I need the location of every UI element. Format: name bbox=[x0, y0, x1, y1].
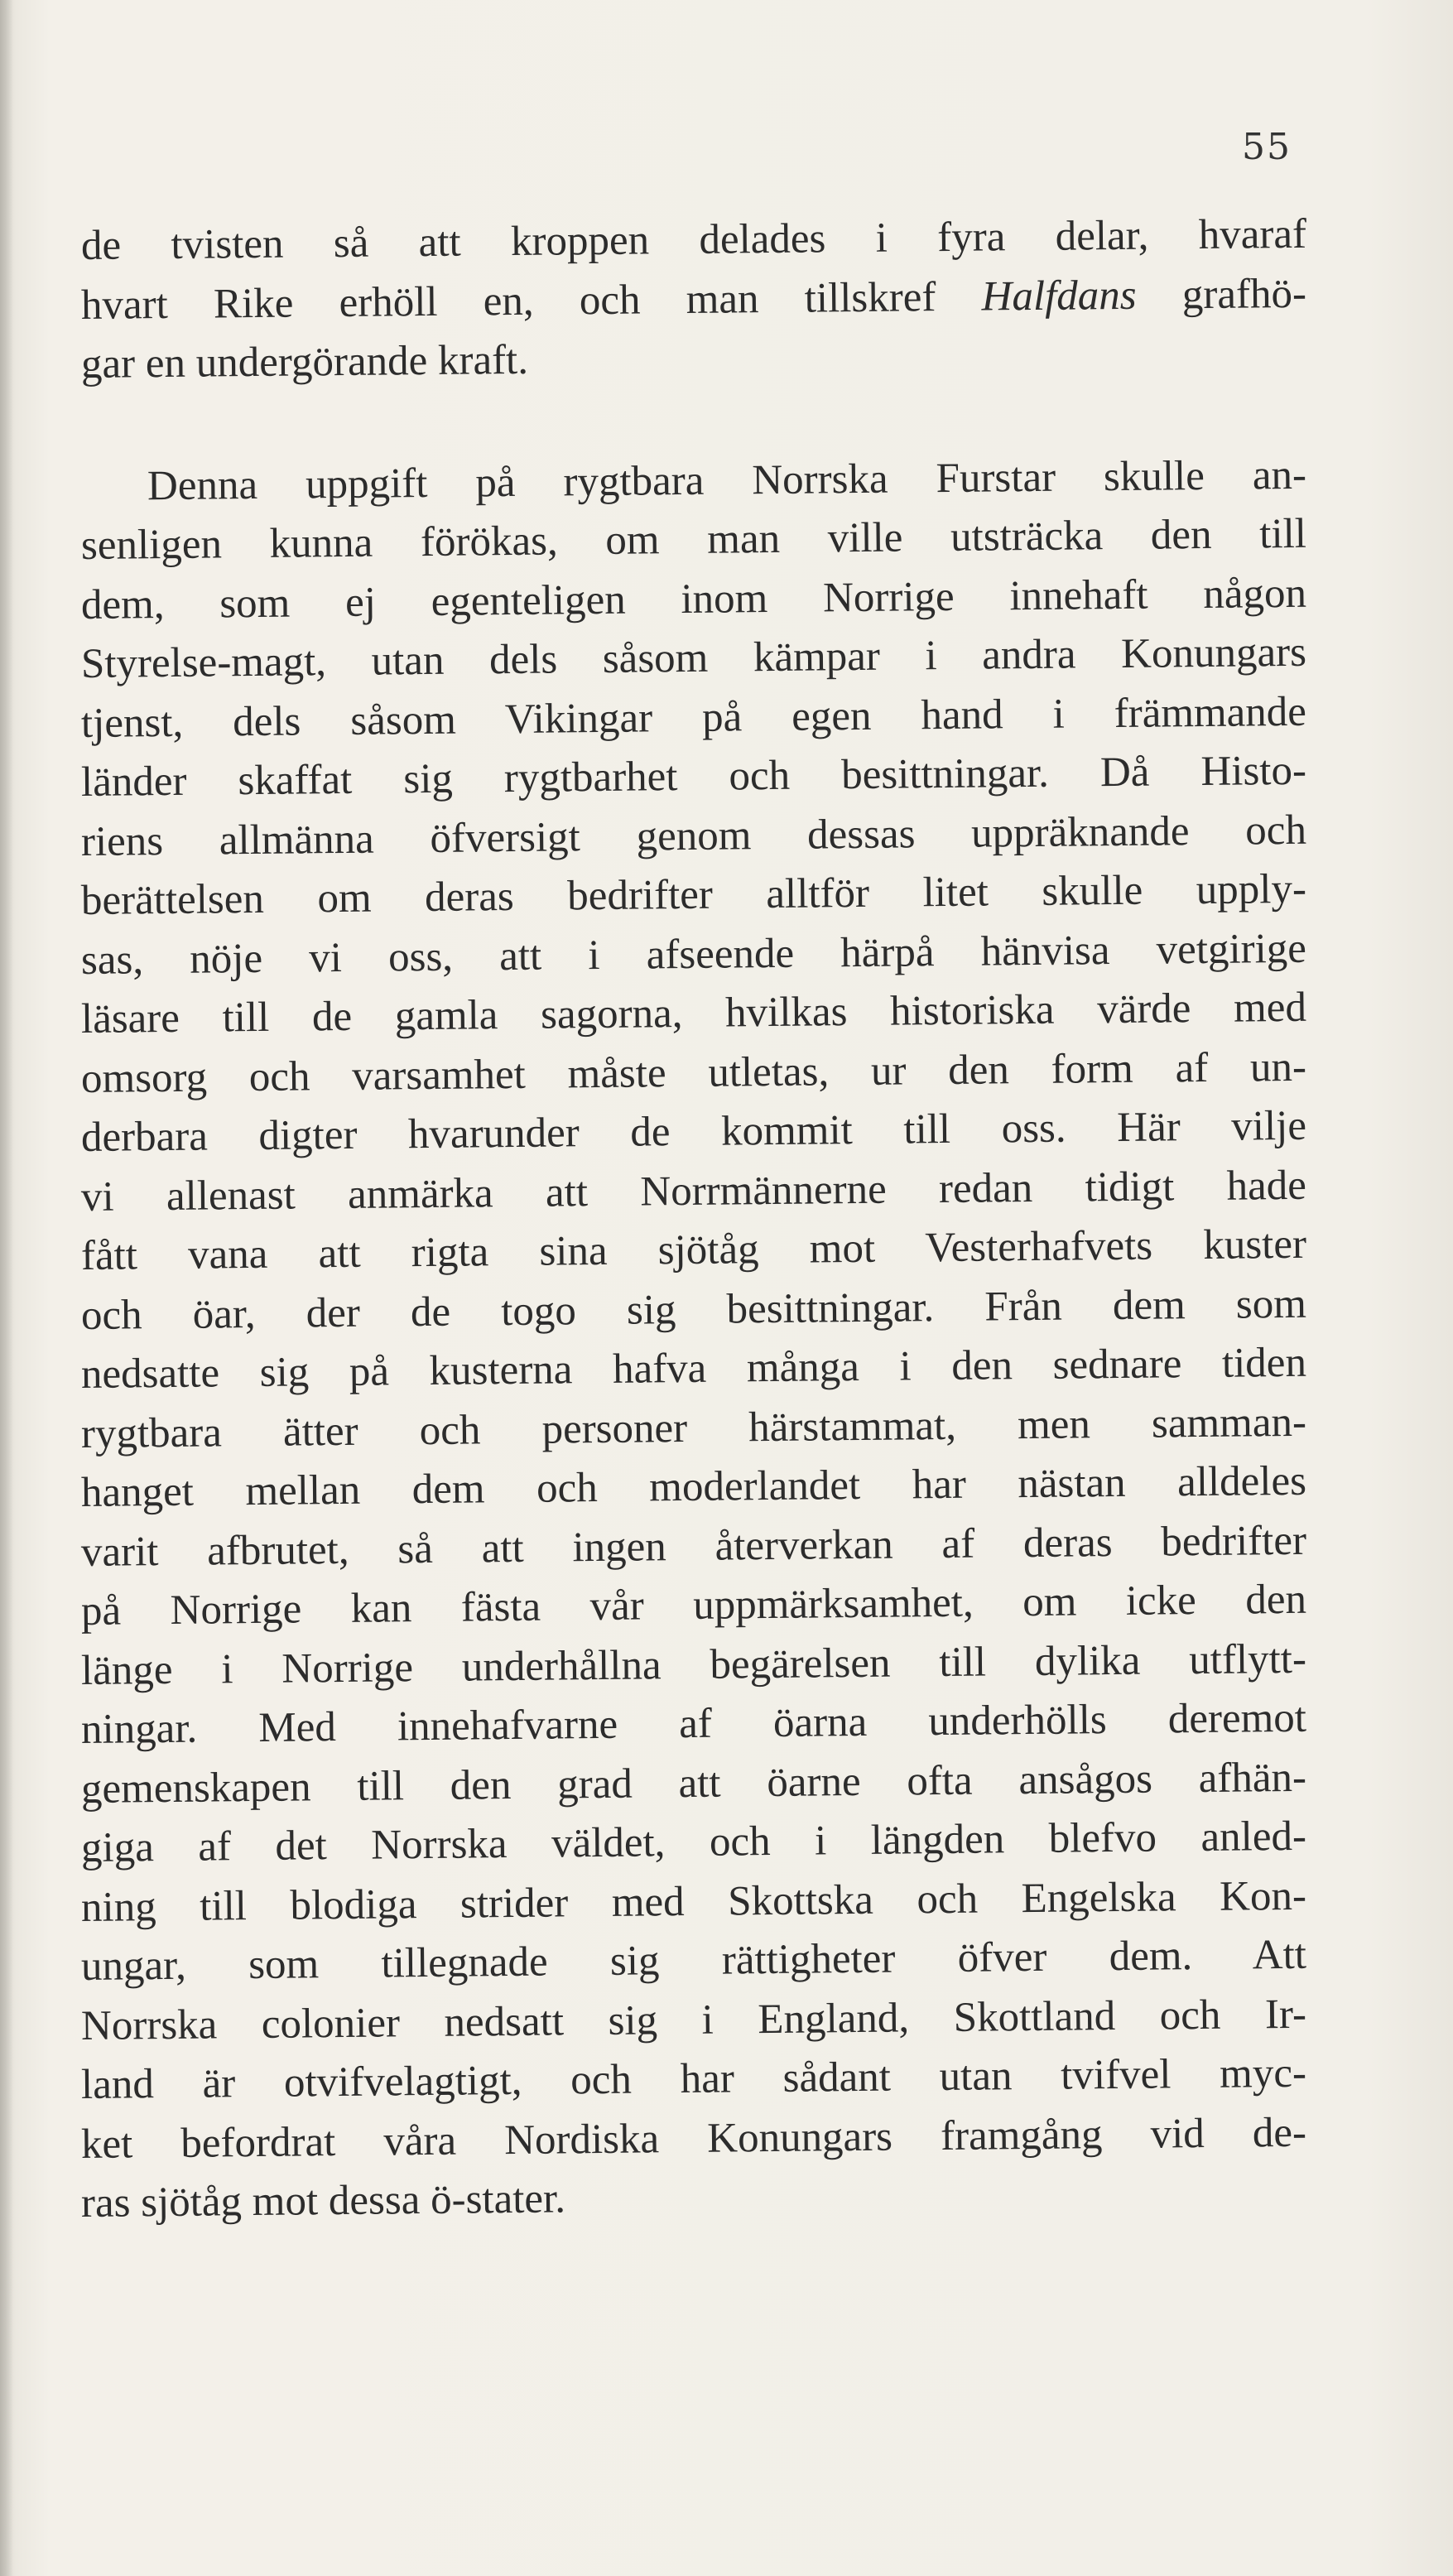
text-line: rygtbara ätter och personer härstammat, men samman- bbox=[80, 1399, 1307, 1457]
text-line: fått vana att rigta sina sjötåg mot Vesterhafvets kuster bbox=[80, 1221, 1307, 1279]
paragraph-1 bbox=[80, 210, 1307, 395]
text-line: på Norrige kan fästa vår uppmärksamhet, om icke den bbox=[80, 1576, 1307, 1635]
text-line: land är otvifvelagtigt, och har sådant utan tvifvel myc- bbox=[80, 2049, 1307, 2108]
text-line: giga af det Norrska väldet, och i längden blefvo anled- bbox=[80, 1813, 1307, 1871]
text-line: Styrelse-magt, utan dels såsom kämpar i andra Konungars bbox=[80, 628, 1307, 687]
binding-gutter-shadow bbox=[0, 0, 13, 2576]
text-line: varit afbrutet, så att ingen återverkan af deras bedrifter bbox=[80, 1517, 1307, 1576]
text-line: gemenskapen till den grad att öarne ofta ansågos afhän- bbox=[80, 1754, 1307, 1813]
text-line: derbara digter hvarunder de kommit till oss. Här vilje bbox=[80, 1102, 1307, 1161]
text-line: tjenst, dels såsom Vikingar på egen hand i främmande bbox=[80, 688, 1307, 747]
text-line: senligen kunna förökas, om man ville utsträcka den till bbox=[80, 510, 1307, 569]
page-number: 55 bbox=[1242, 126, 1292, 168]
text-line: länder skaffat sig rygtbarhet och besittningar. Då Histo- bbox=[80, 747, 1307, 806]
italic-name: Halfdans bbox=[981, 272, 1137, 320]
body-text bbox=[80, 210, 1307, 2234]
text-line: ket befordrat våra Nordiska Konungars framgång vid de- bbox=[80, 2109, 1307, 2168]
text-line: länge i Norrige underhållna begärelsen till dylika utflytt- bbox=[80, 1635, 1307, 1694]
text-line: läsare till de gamla sagorna, hvilkas historiska värde med bbox=[80, 984, 1307, 1042]
text-line: sas, nöje vi oss, att i afseende härpå hänvisa vetgirige bbox=[80, 925, 1307, 984]
text-line: hanget mellan dem och moderlandet har nästan alldeles bbox=[80, 1457, 1307, 1516]
text-line: ning till blodiga strider med Skottska och Engelska Kon- bbox=[80, 1872, 1307, 1931]
text-line: omsorg och varsamhet måste utletas, ur den form af un- bbox=[80, 1043, 1307, 1102]
text-line: riens allmänna öfversigt genom dessas uppräknande och bbox=[80, 807, 1307, 865]
text-line: ungar, som tillegnade sig rättigheter öfver dem. Att bbox=[80, 1931, 1307, 1990]
text-line: nedsatte sig på kusterna hafva många i den sednare tiden bbox=[80, 1339, 1307, 1398]
text-line: dem, som ej egenteligen inom Norrige innehaft någon bbox=[80, 570, 1307, 628]
text-line: ningar. Med innehafvarne af öarna underhölls deremot bbox=[80, 1694, 1307, 1753]
text-line: ras sjötåg mot dessa ö-stater. bbox=[80, 2175, 566, 2227]
text-line: Norrska colonier nedsatt sig i England, Skottland och Ir- bbox=[80, 1991, 1307, 2049]
text-line: och öar, der de togo sig besittningar. Från dem som bbox=[80, 1280, 1307, 1339]
text-line: de tvisten så att kroppen delades i fyra delar, hvaraf bbox=[80, 210, 1307, 269]
text-line: gar en undergörande kraft. bbox=[80, 336, 529, 388]
text-line: Denna uppgift på rygtbara Norrska Furstar skulle an- bbox=[147, 451, 1307, 509]
paragraph-2 bbox=[80, 451, 1307, 2234]
text-line: vi allenast anmärka att Norrmännerne redan tidigt hade bbox=[80, 1162, 1307, 1221]
text-line: berättelsen om deras bedrifter alltför litet skulle upply- bbox=[80, 865, 1307, 924]
text-line-part: hvart Rike erhöll en, och man tillskref Halfdans grafhö- bbox=[80, 270, 1307, 329]
